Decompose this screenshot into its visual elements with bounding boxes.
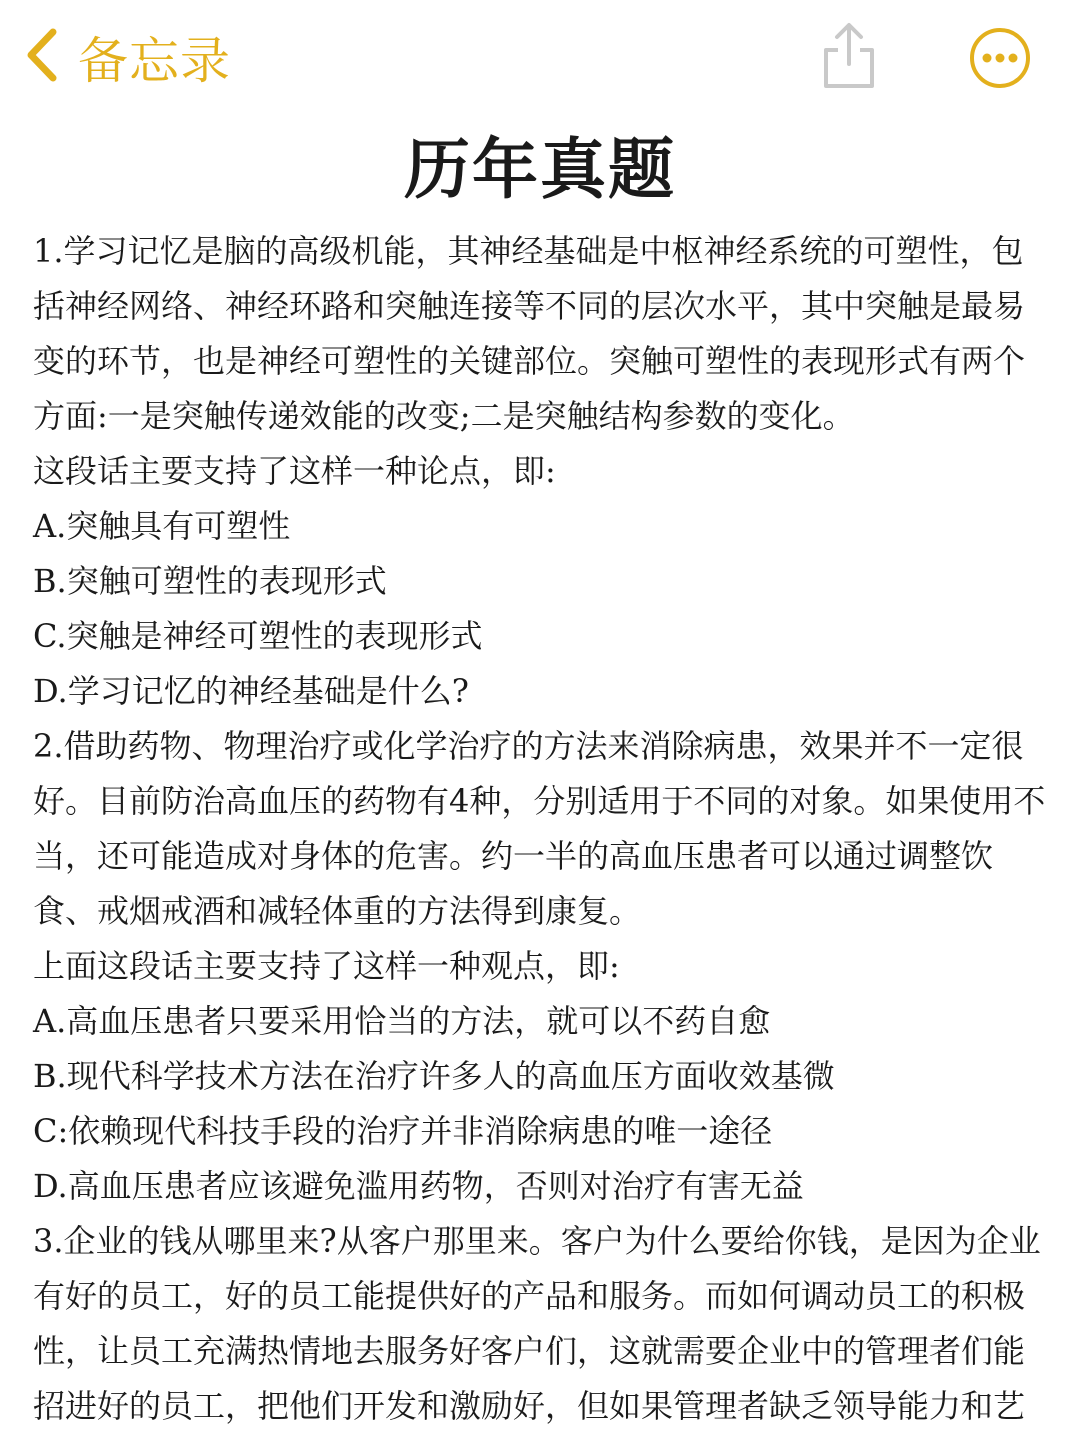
note-line: 方面:一是突触传递效能的改变;二是突触结构参数的变化。: [33, 397, 855, 435]
note-line: 3.企业的钱从哪里来?从客户那里来。客户为什么要给你钱，是因为企业: [33, 1222, 1041, 1260]
note-line: D.学习记忆的神经基础是什么?: [33, 672, 469, 710]
note-line: 性，让员工充满热情地去服务好客户们，这就需要企业中的管理者们能: [33, 1332, 1026, 1370]
note-line: A.突触具有可塑性: [33, 507, 291, 545]
back-label: 备忘录: [78, 32, 231, 90]
navigation-bar: [0, 0, 1080, 118]
more-icon: [968, 75, 1032, 94]
note-line: B.突触可塑性的表现形式: [33, 562, 387, 600]
note-line: 这段话主要支持了这样一种论点，即:: [33, 452, 556, 490]
note-line: 好。目前防治高血压的药物有4种，分别适用于不同的对象。如果使用不: [33, 782, 1046, 820]
share-button[interactable]: [818, 20, 880, 92]
note-line: 当，还可能造成对身体的危害。约一半的高血压患者可以通过调整饮: [33, 837, 994, 875]
note-line: 食、戒烟戒酒和减轻体重的方法得到康复。: [33, 892, 642, 930]
note-line: B.现代科学技术方法在治疗许多人的高血压方面收效基微: [33, 1057, 835, 1095]
note-line: C:依赖现代科技手段的治疗并非消除病患的唯一途径: [33, 1112, 773, 1150]
note-line: A.高血压患者只要采用恰当的方法，就可以不药自愈: [33, 1002, 771, 1040]
note-line: D.高血压患者应该避免滥用药物，否则对治疗有害无益: [33, 1167, 804, 1205]
note-line: C.突触是神经可塑性的表现形式: [33, 617, 483, 655]
more-button[interactable]: [968, 26, 1032, 90]
share-icon: [818, 77, 880, 96]
note-line: 括神经网络、神经环路和突触连接等不同的层次水平，其中突触是最易: [33, 287, 1026, 325]
note-line: 变的环节，也是神经可塑性的关键部位。突触可塑性的表现形式有两个: [33, 342, 1026, 380]
note-title: 历年真题: [404, 130, 676, 208]
note-line: 招进好的员工，把他们开发和激励好，但如果管理者缺乏领导能力和艺: [33, 1387, 1026, 1425]
note-line: 上面这段话主要支持了这样一种观点，即:: [33, 947, 620, 985]
note-line: 2.借助药物、物理治疗或化学治疗的方法来消除病患，效果并不一定很: [33, 727, 1024, 765]
note-line: 有好的员工，好的员工能提供好的产品和服务。而如何调动员工的积极: [33, 1277, 1026, 1315]
back-button[interactable]: [22, 24, 231, 90]
note-line: 1.学习记忆是脑的高级机能，其神经基础是中枢神经系统的可塑性，包: [33, 232, 1024, 270]
note-body[interactable]: [33, 224, 1053, 1434]
chevron-left-icon: [22, 26, 60, 88]
